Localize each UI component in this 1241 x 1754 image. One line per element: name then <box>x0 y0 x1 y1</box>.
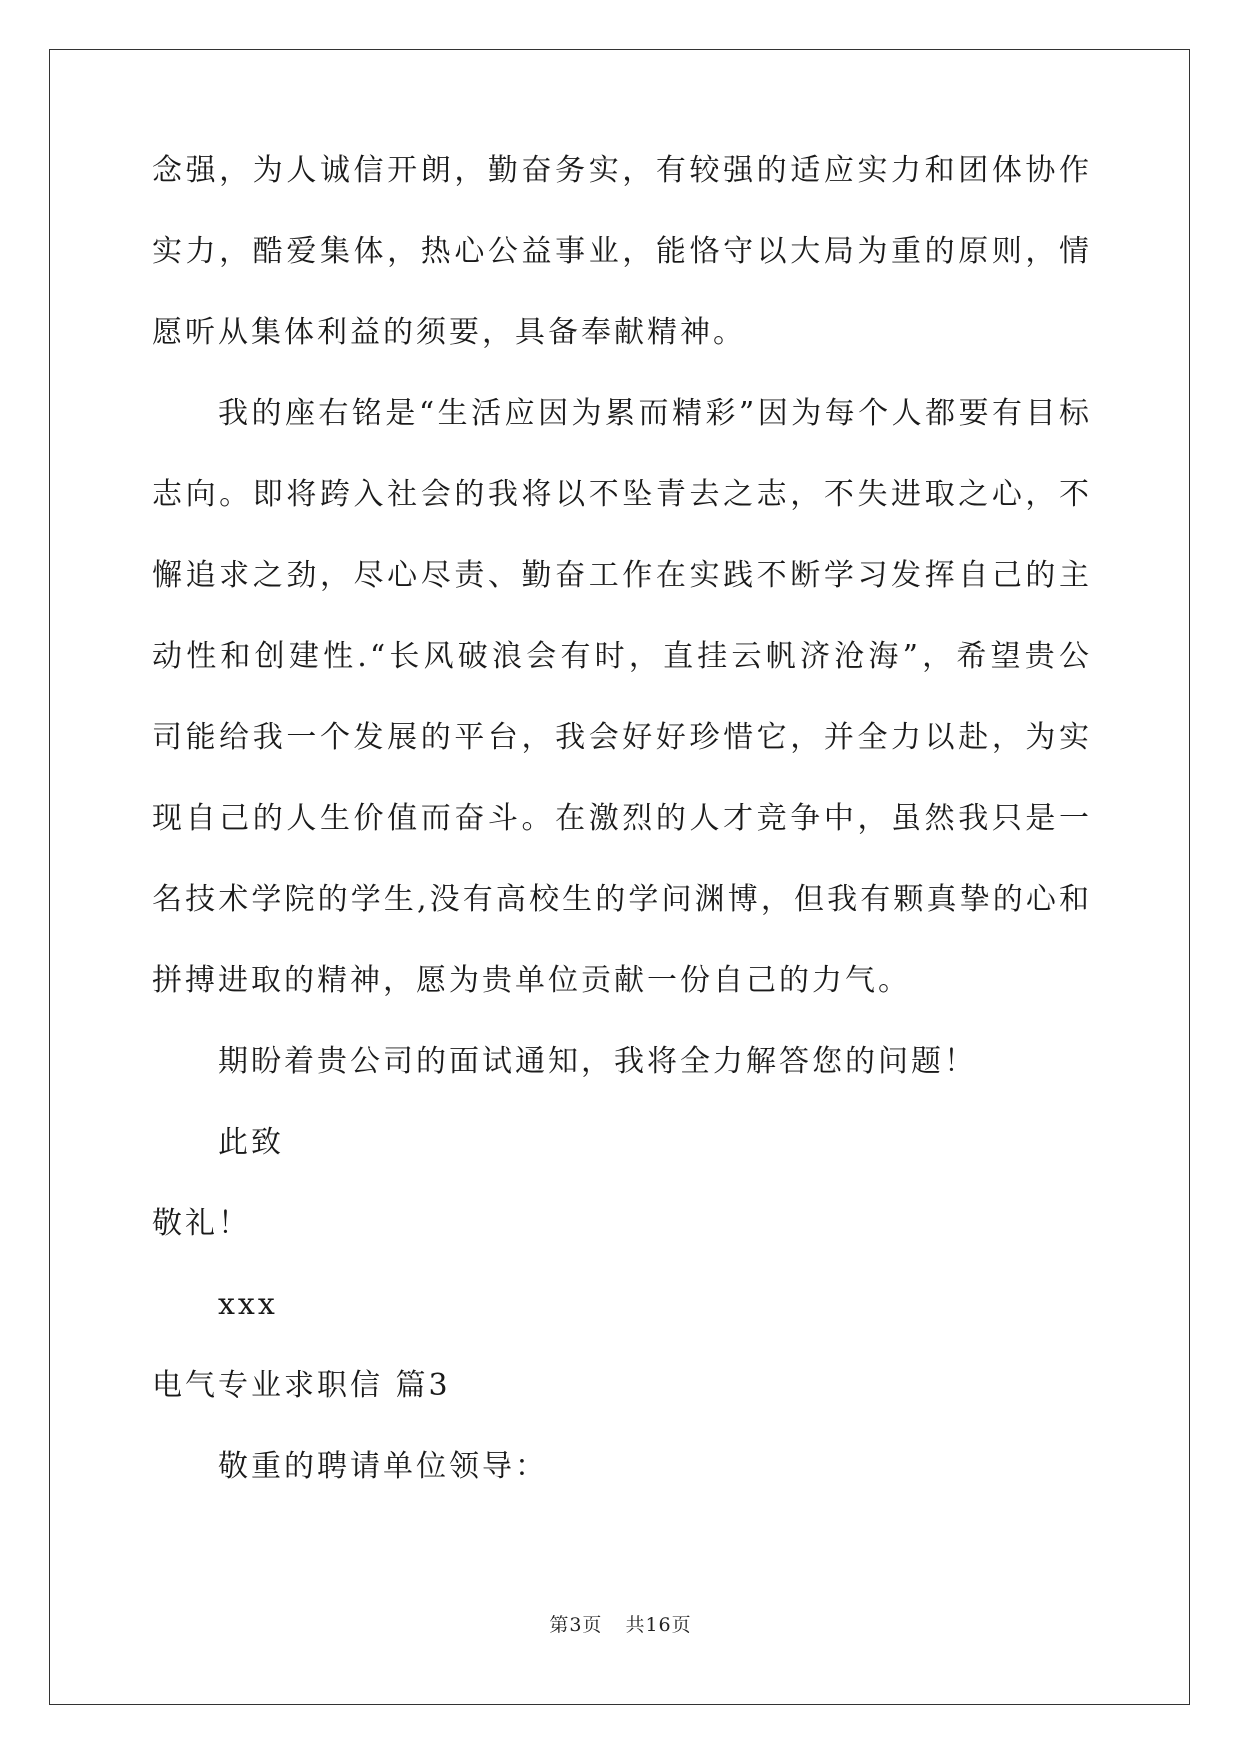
salute-line: 敬礼！ <box>152 1206 251 1241</box>
document-body <box>152 130 1092 1507</box>
section-heading: 电气专业求职信 篇3 <box>152 1368 451 1403</box>
page-total: 共16页 <box>625 1614 692 1636</box>
signature-line: xxx <box>218 1287 278 1322</box>
paragraph-2: 我的座右铭是“生活应因为累而精彩”因为每个人都要有目标志向。即将跨入社会的我将以不坠青去之志，不失进取之心，不懈追求之劲，尽心尽责、勤奋工作在实践不断学习发挥自己的主动性和创建性.“长风破浪会有时，直挂云帆济沧海”，希望贵公司能给我一个发展的平台，我会好好珍惜它，并全力以赴，为实现自己的人生价值而奋斗。在激烈的人才竞争中，虽然我只是一名技术学院的学生,没有高校生的学问渊博，但我有颗真挚的心和拼搏进取的精神，愿为贵单位贡献一份自己的力气。 <box>152 396 1092 998</box>
page-footer <box>0 1610 1241 1637</box>
page-number: 第3页 <box>549 1614 603 1636</box>
paragraph-1: 念强，为人诚信开朗，勤奋务实，有较强的适应实力和团体协作实力，酷爱集体，热心公益事业，能恪守以大局为重的原则，情愿听从集体利益的须要，具备奉献精神。 <box>152 153 1092 350</box>
closing-line: 此致 <box>218 1125 284 1160</box>
paragraph-3: 期盼着贵公司的面试通知，我将全力解答您的问题！ <box>218 1044 977 1079</box>
greeting-line: 敬重的聘请单位领导： <box>218 1449 548 1484</box>
